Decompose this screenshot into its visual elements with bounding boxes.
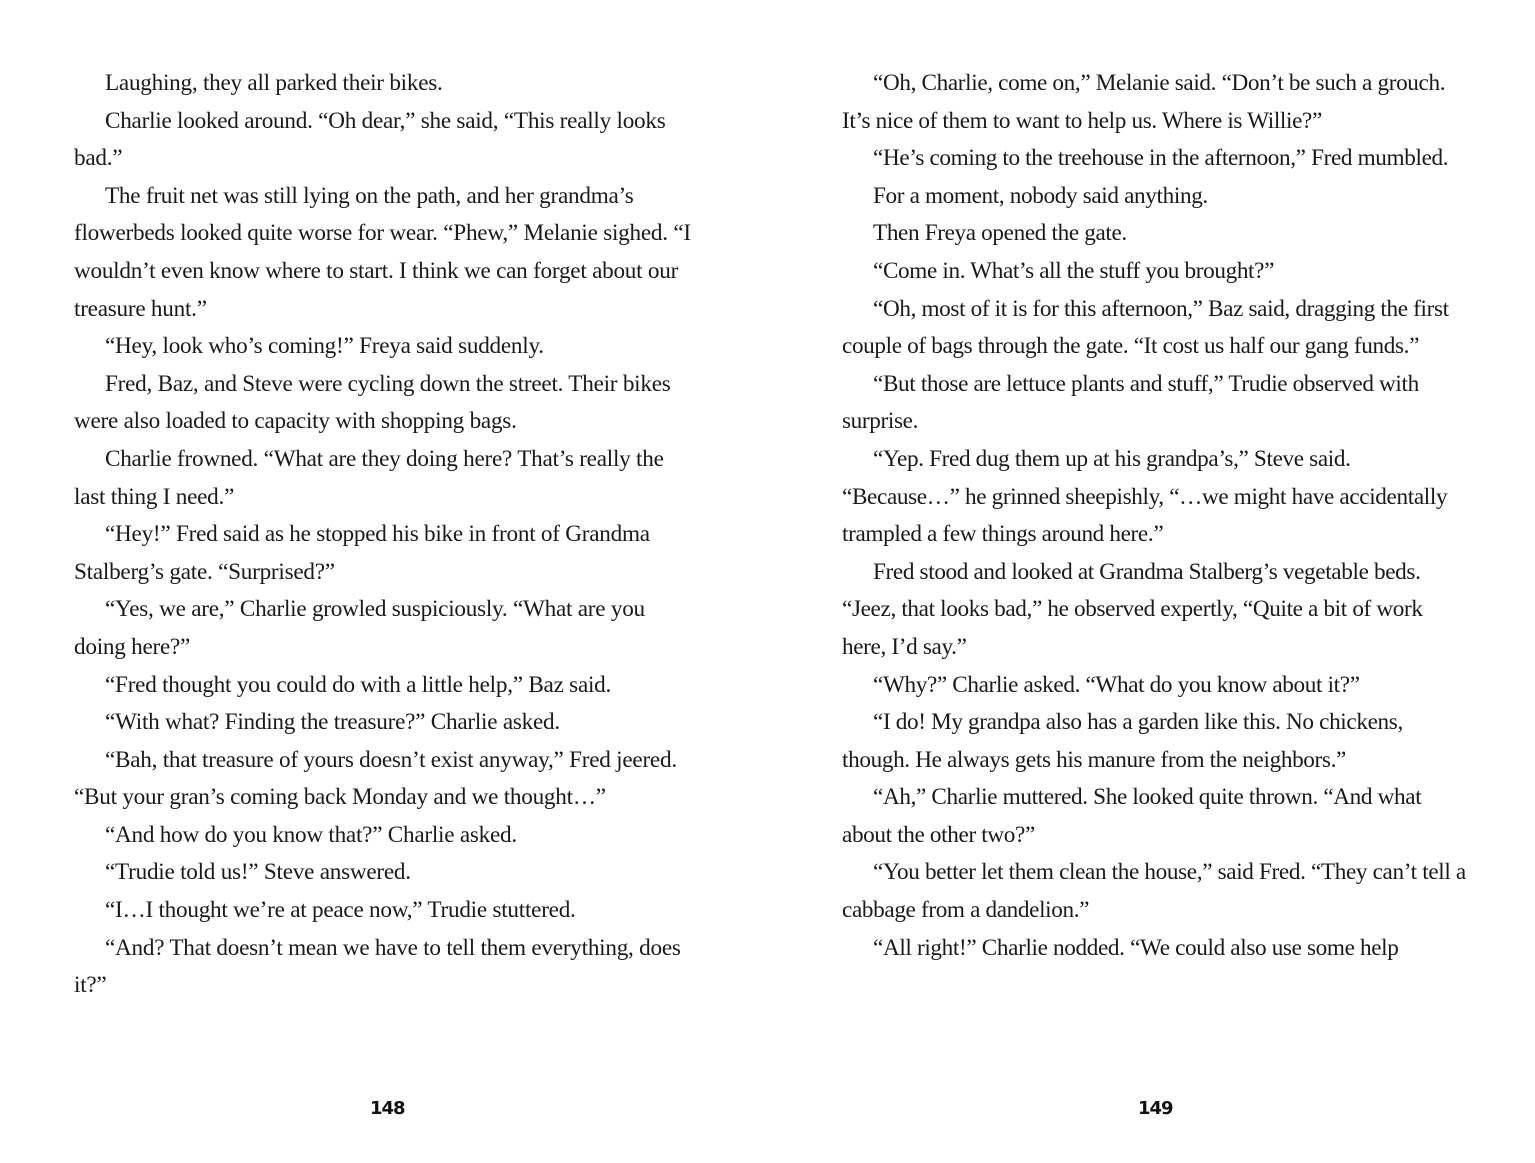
- paragraph: “But those are lettuce plants and stuff,” Trudie observed with surprise.: [842, 370, 1419, 435]
- paragraph: For a moment, nobody said anything.: [873, 182, 1208, 209]
- paragraph: “Yes, we are,” Charlie growled suspiciously. “What are you doing here?”: [74, 596, 645, 660]
- paragraph: “With what? Finding the treasure?” Charlie asked.: [105, 709, 560, 736]
- right-page-text: [842, 65, 1467, 967]
- paragraph: Laughing, they all parked their bikes.: [105, 70, 443, 96]
- paragraph: “Come in. What’s all the stuff you brought?”: [873, 257, 1275, 284]
- paragraph: Charlie looked around. “Oh dear,” she said, “This really looks bad.”: [74, 107, 666, 172]
- paragraph: “Oh, Charlie, come on,” Melanie said. “Don’t be such a grouch. It’s nice of them to want to help us. Where is Willie?”: [842, 70, 1446, 134]
- paragraph: Fred, Baz, and Steve were cycling down the street. Their bikes were also loaded to capacity with shopping bags.: [74, 370, 671, 435]
- page-number: 148: [370, 1098, 405, 1119]
- paragraph: “Hey!” Fred said as he stopped his bike in front of Grandma Stalberg’s gate. “Surprised?”: [74, 521, 650, 585]
- paragraph: “Yep. Fred dug them up at his grandpa’s,” Steve said. “Because…” he grinned sheepishly, “…we might have accidentally trampled a few things around here.”: [842, 445, 1448, 548]
- paragraph: “Why?” Charlie asked. “What do you know about it?”: [873, 671, 1360, 698]
- page-number: 149: [1138, 1098, 1173, 1119]
- paragraph: “Bah, that treasure of yours doesn’t exist anyway,” Fred jeered. “But your gran’s coming back Monday and we thought…”: [74, 746, 677, 811]
- paragraph: “Ah,” Charlie muttered. She looked quite thrown. “And what about the other two?”: [842, 784, 1422, 848]
- paragraph: The fruit net was still lying on the path, and her grandma’s flowerbeds looked quite worse for wear. “Phew,” Melanie sighed. “I wouldn’t even know where to start. I think we can forget about our treasure hunt.”: [74, 182, 691, 322]
- paragraph: “I…I thought we’re at peace now,” Trudie stuttered.: [105, 897, 576, 924]
- paragraph: “Trudie told us!” Steve answered.: [105, 859, 411, 886]
- paragraph: “You better let them clean the house,” said Fred. “They can’t tell a cabbage from a dandelion.”: [842, 859, 1466, 924]
- paragraph: “He’s coming to the treehouse in the afternoon,” Fred mumbled.: [873, 145, 1449, 172]
- left-page-text: [74, 65, 699, 1005]
- paragraph: Fred stood and looked at Grandma Stalberg’s vegetable beds. “Jeez, that looks bad,” he observed expertly, “Quite a bit of work here, I’d say.”: [842, 558, 1423, 660]
- paragraph: “Fred thought you could do with a little help,” Baz said.: [105, 671, 612, 698]
- paragraph: “And how do you know that?” Charlie asked.: [105, 821, 517, 848]
- paragraph: “I do! My grandpa also has a garden like this. No chickens, though. He always gets his manure from the neighbors.”: [842, 709, 1403, 773]
- paragraph: Charlie frowned. “What are they doing here? That’s really the last thing I need.”: [74, 445, 664, 510]
- paragraph: “Hey, look who’s coming!” Freya said suddenly.: [105, 333, 544, 360]
- paragraph: “And? That doesn’t mean we have to tell them everything, does it?”: [74, 934, 681, 999]
- paragraph: Then Freya opened the gate.: [873, 220, 1127, 247]
- paragraph: “All right!” Charlie nodded. “We could also use some help: [873, 934, 1399, 961]
- paragraph: “Oh, most of it is for this afternoon,” Baz said, dragging the first couple of bags through the gate. “It cost us half our gang funds.”: [842, 295, 1449, 360]
